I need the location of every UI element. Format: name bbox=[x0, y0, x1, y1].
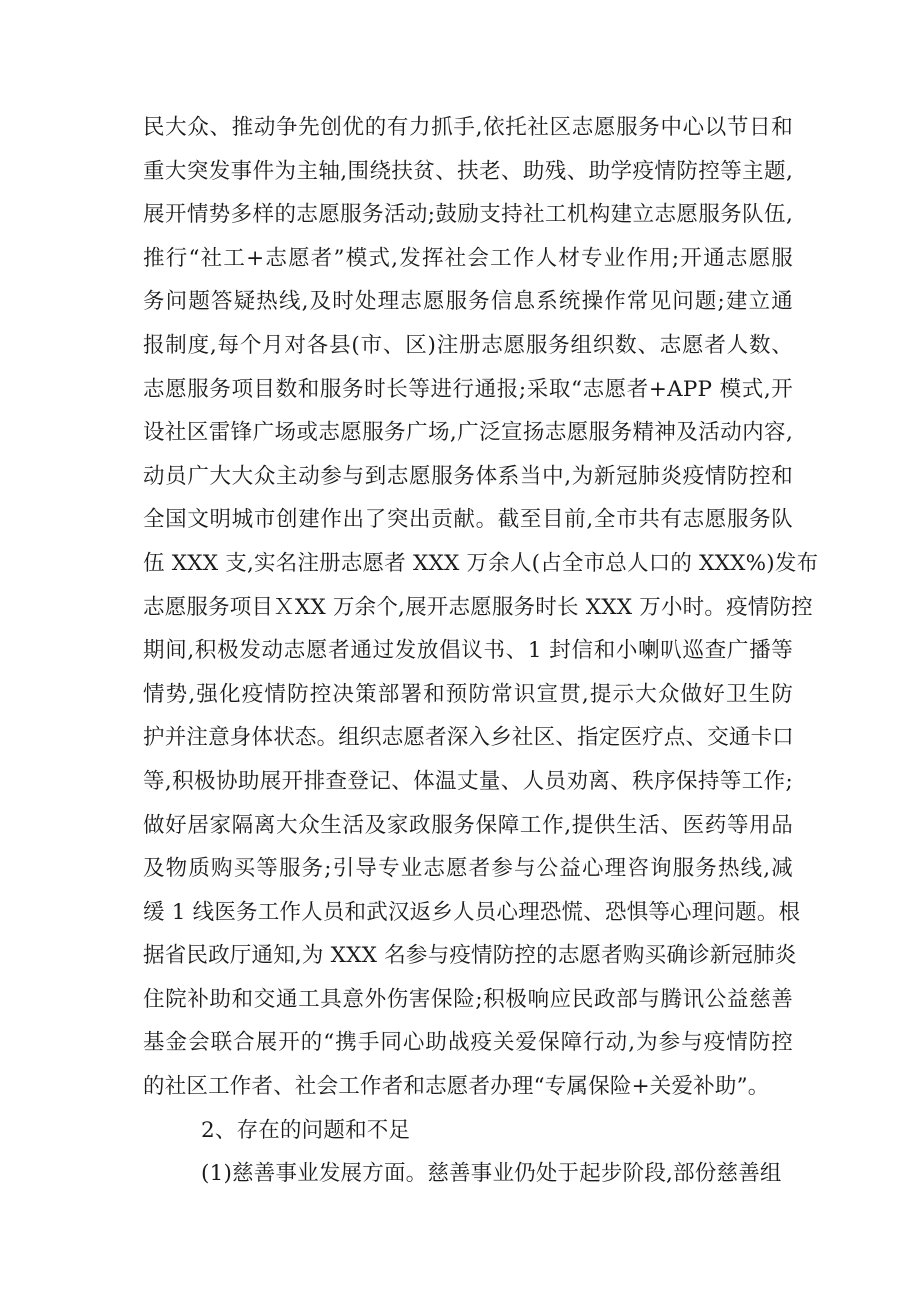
paragraph-line: 护并注意身体状态。组织志愿者深入乡社区、指定医疗点、交通卡口 bbox=[143, 725, 795, 751]
paragraph-line: 务问题答疑热线,及时处理志愿服务信息系统操作常见问题;建立通 bbox=[143, 289, 793, 315]
paragraph-line: 动员广大大众主动参与到志愿服务体系当中,为新冠肺炎疫情防控和 bbox=[143, 463, 793, 489]
section-heading: 2、存在的问题和不足 bbox=[201, 1117, 411, 1143]
paragraph-line: 据省民政厅通知,为 XXX 名参与疫情防控的志愿者购买确诊新冠肺炎 bbox=[143, 943, 797, 969]
paragraph-line: 设社区雷锋广场或志愿服务广场,广泛宣扬志愿服务精神及活动内容, bbox=[143, 420, 793, 446]
paragraph-line: 全国文明城市创建作出了突出贡献。截至目前,全市共有志愿服务队 bbox=[143, 507, 793, 533]
paragraph-line: 情势,强化疫情防控决策部署和预防常识宣贯,提示大众做好卫生防 bbox=[143, 681, 793, 707]
paragraph-line: 住院补助和交通工具意外伤害保险;积极响应民政部与腾讯公益慈善 bbox=[143, 986, 793, 1012]
paragraph-line: 基金会联合展开的“携手同心助战疫关爱保障行动,为参与疫情防控 bbox=[143, 1030, 793, 1056]
paragraph-line: 等,积极协助展开排查登记、体温丈量、人员劝离、秩序保持等工作; bbox=[143, 768, 793, 794]
paragraph-line: 展开情势多样的志愿服务活动;鼓励支持社工机构建立志愿服务队伍, bbox=[143, 202, 793, 228]
paragraph-line: 及物质购买等服务;引导专业志愿者参与公益心理咨询服务热线,减 bbox=[143, 856, 793, 882]
paragraph-line: 的社区工作者、社会工作者和志愿者办理“专属保险+关爱补助”。 bbox=[143, 1074, 770, 1100]
paragraph-line: 推行“社工+志愿者”模式,发挥社会工作人材专业作用;开通志愿服 bbox=[143, 245, 793, 271]
subsection-line: (1)慈善事业发展方面。慈善事业仍处于起步阶段,部份慈善组 bbox=[201, 1161, 782, 1187]
paragraph-line: 志愿服务项目数和服务时长等进行通报;采取“志愿者+APP 模式,开 bbox=[143, 376, 793, 402]
paragraph-line: 期间,积极发动志愿者通过发放倡议书、1 封信和小喇叭巡查广播等 bbox=[143, 638, 793, 664]
paragraph-line: 伍 XXX 支,实名注册志愿者 XXX 万余人(占全市总人口的 XXX%)发布 bbox=[143, 550, 819, 576]
paragraph-line: 缓 1 线医务工作人员和武汉返乡人员心理恐慌、恐惧等心理问题。根 bbox=[143, 899, 801, 925]
paragraph-line: 志愿服务项目ＸXX 万余个,展开志愿服务时长 XXX 万小时。疫情防控 bbox=[143, 594, 813, 620]
document-body bbox=[143, 106, 819, 1196]
paragraph-line: 重大突发事件为主轴,围绕扶贫、扶老、助残、助学疫情防控等主题, bbox=[143, 158, 793, 184]
paragraph-line: 报制度,每个月对各县(市、区)注册志愿服务组织数、志愿者人数、 bbox=[143, 332, 793, 358]
paragraph-line: 民大众、推动争先创优的有力抓手,依托社区志愿服务中心以节日和 bbox=[143, 115, 793, 140]
paragraph-line: 做好居家隔离大众生活及家政服务保障工作,提供生活、医药等用品 bbox=[143, 812, 793, 838]
